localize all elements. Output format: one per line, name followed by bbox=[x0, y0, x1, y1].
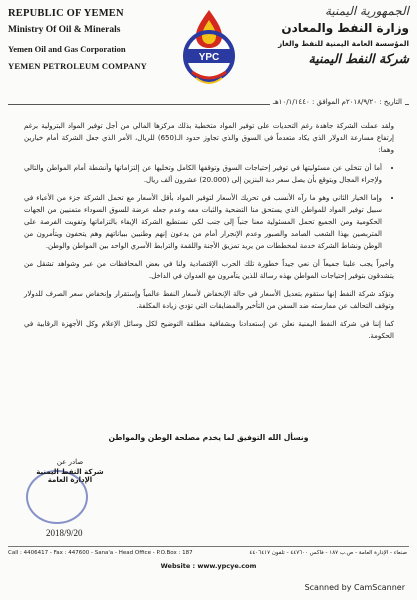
header-ar-country: الجمهورية اليمنية bbox=[324, 4, 409, 18]
logo-text: YPC bbox=[198, 52, 220, 63]
footer-website: Website : www.ypcye.com bbox=[160, 562, 257, 570]
letter-body bbox=[24, 120, 394, 348]
header-ar-ministry: وزارة النفط والمعادن bbox=[281, 21, 409, 35]
header-corporation: Yemen Oil and Gas Corporation bbox=[8, 44, 126, 54]
footer-contact-ar: صنعاء - الإدارة العامة - ص.ب ١٨٧ - فاكس ٤٤٧٦٠٠ - تلفون ٤٤٠٦٤١٧ bbox=[249, 550, 407, 556]
header-ar-company: شركة النفط اليمنية bbox=[308, 51, 409, 66]
paragraph-transparency: كما إننا في شركة النفط اليمنية نعلن عن إستعدادنا وبشفافية مطلقة التوضيح لكل وسائل الإعلام وكل الأجهزة الرقابية في الحكومة. bbox=[24, 320, 394, 340]
signature-department: الإدارة العامة bbox=[47, 476, 93, 484]
signature-date: 2018/9/20 bbox=[46, 528, 83, 538]
header-arabic bbox=[264, 4, 409, 66]
list-item: • أما أن تتخلى عن مسئوليتها في توفير إحتياجات السوق وتوقفها الكامل وتخليها عن إلتزاماتها وأنشطة أمام المواطن والتالي ولإجراء المجال ويتوقع بأن يصل سعر دبة البنزين إلى (20.000) عشرون ألف ريال. bbox=[24, 162, 382, 186]
header-ministry: Ministry Of Oil & Minerals bbox=[8, 25, 121, 35]
header-company: YEMEN PETROLEUM COMPANY bbox=[8, 61, 148, 71]
closing-line: ونسأل الله التوفيق لما يخدم مصلحة الوطن والمواطن bbox=[108, 433, 309, 442]
header-country: REPUBLIC OF YEMEN bbox=[8, 8, 124, 19]
scanner-watermark: Scanned by CamScanner bbox=[304, 583, 405, 592]
signature-company: شركة النفط اليمنية bbox=[36, 468, 104, 476]
issued-from: صادر عن bbox=[56, 458, 84, 466]
header-ar-corporation: المؤسسة العامة اليمنية للنفط والغاز bbox=[277, 39, 409, 48]
options-list bbox=[24, 162, 394, 252]
list-item: • وإما الخيار الثاني وهو ما رآه الأنسب في تحريك الأسعار لتوفير المواد بأقل الأسعار مع تحمل الشركة جزء من الأعباء في سبيل توفير المواد للمواطن الذي يستحق منا التضحية والثبات معه وعدم جعله عرضة للسوق السوداء متمنيين من الجهات الحكومية ومن الجميع تحمل المسئولية معنا جنباً إلى جنب لكي نستطيع الشركة الإيفاء بالتزاماتها وتفويت الفرصة على المتربصين بهذا الشعب الصامد والصبور وعدم الإنجرار أمام من يدعون إنهم وطنيين ببياناتهم وهم يتحفون ويتأمرون من الوطن ونشاط الشركة خدمة لمخططات من يريد تمزيق الأجنة واللقمة والترابط الأسري الواحد بين المواطن والوطن. bbox=[24, 192, 382, 252]
ypc-logo bbox=[172, 6, 246, 92]
footer-contact-en: Call : 4406417 - Fax : 447600 - Sana'a - Head Office - P.O.Box : 187 bbox=[8, 550, 193, 556]
paragraph-intro: ولقد عملت الشركة جاهدة رغم التحديات على توفير المواد متخطية بذلك مركزها المالي من أجل توفير المواد البترولية برغم إرتفاع مسارعة الدولار الذي يكاد متعدماً في السوق والذي تجاوز حدود الـ(650) للريال، الأمر الذي جعل الشركة أمام خيارين وهما: bbox=[24, 122, 394, 154]
paragraph-warning: وأخيراً يجب علينا جميعاً أن نعي جيداً خطورة تلك الحرب الإقتصادية ولنا في بعض المحافظات من عبر وشواهد تشقل من يتشدقون بتوفير إحتياجات المواطن بهذه رسالة للذين يتآمرون مع العدوان في الداخل. bbox=[24, 260, 394, 280]
date-line: التاريخ : ٢٠١٨/٩/٢٠م الموافق : ١٠/١/١٤٤٠هـ bbox=[270, 98, 405, 106]
paragraph-commitment: وتؤكد شركة النفط إنها ستقوم بتعديل الأسعار في حالة الإنخفاض لأسعار النفط عالمياً وإستقرار وإنخفاض سعر الصرف للدولار وتوقف التحالف عن ممارسته ضد السفن من التأخير والمضايقات التي تؤدي زيادة المكلفة. bbox=[24, 290, 394, 310]
header-english bbox=[8, 8, 158, 71]
signature-block bbox=[22, 458, 118, 484]
footer-divider bbox=[8, 546, 409, 547]
